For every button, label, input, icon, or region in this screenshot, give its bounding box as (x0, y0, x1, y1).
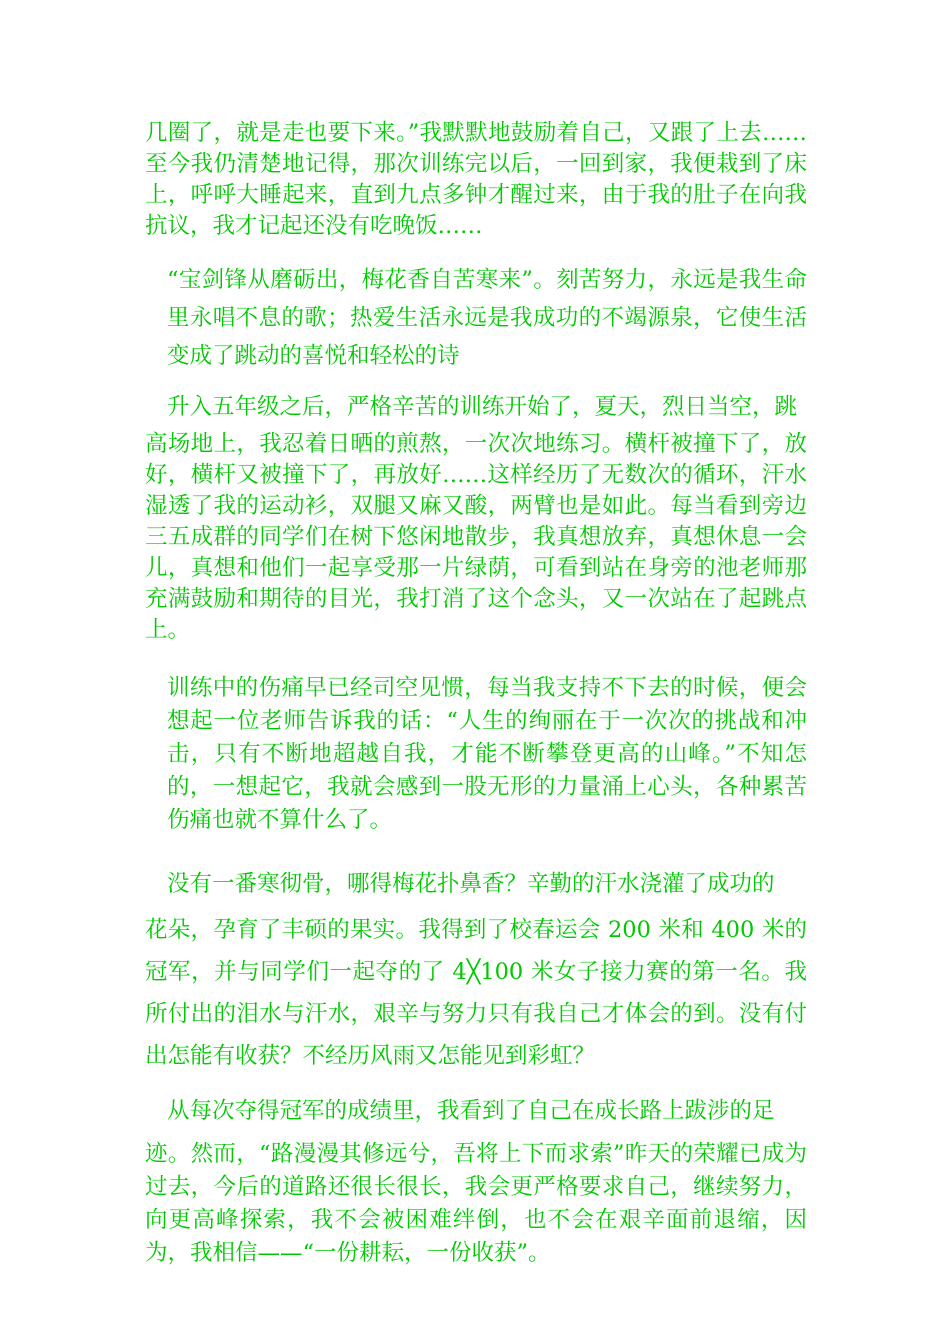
paragraph-3-body: 高场地上，我忍着日晒的煎熬，一次次地练习。横杆被撞下了，放好，横杆又被撞下了，再放好……这样经历了无数次的循环，汗水湿透了我的运动衫，双腿又麻又酸，两臂也是如此。每当看到旁边三五成群的同学们在树下悠闲地散步，我真想放弃，真想休息一会儿，真想和他们一起享受那一片绿荫，可看到站在身旁的池老师那充满鼓励和期待的目光，我打消了这个念头，又一次站在了起跳点上。 (145, 431, 807, 643)
paragraph-5-first-line: 没有一番寒彻骨，哪得梅花扑鼻香？辛勤的汗水浇灌了成功的 (167, 871, 775, 897)
paragraph-1: 几圈了，就是走也要下来。”我默默地鼓励着自己，又跟了上去……至今我仍清楚地记得，那次训练完以后，一回到家，我便栽到了床上，呼呼大睡起来，直到九点多钟才醒过来，由于我的肚子在向我抗议，我才记起还没有吃晚饭…… (145, 120, 807, 239)
essay-body (145, 118, 807, 1270)
paragraph-4: 训练中的伤痛早已经司空见惯，每当我支持不下去的时候，便会想起一位老师告诉我的话：“人生的绚丽在于一次次的挑战和冲击，只有不断地超越自我，才能不断攀登更高的山峰。”不知怎的，一想起它，我就会感到一股无形的力量涌上心头，各种累苦伤痛也就不算什么了。 (167, 675, 807, 833)
paragraph-3 (145, 392, 807, 646)
paragraph-5-body: 花朵，孕育了丰硕的果实。我得到了校春运会 200 米和 400 米的冠军，并与同学们一起夺的了 4╳100 米女子接力赛的第一名。我所付出的泪水与汗水，艰辛与努力只有我自己才体会的到。没有付出怎能有收获？不经历风雨又怎能见到彩虹？ (145, 917, 807, 1069)
paragraph-3-first-line: 升入五年级之后，严格辛苦的训练开始了，夏天，烈日当空，跳 (167, 394, 798, 420)
paragraph-5 (145, 863, 807, 1077)
paragraph-2: “宝剑锋从磨砺出，梅花香自苦寒来”。刻苦努力，永远是我生命里永唱不息的歌；热爱生活永远是我成功的不竭源泉，它使生活变成了跳动的喜悦和轻松的诗 (167, 267, 807, 369)
paragraph-6 (145, 1095, 807, 1270)
paragraph-6-body: 迹。然而，“路漫漫其修远兮，吾将上下而求索”昨天的荣耀已成为过去，今后的道路还很长很长，我会更严格要求自己，继续努力，向更高峰探索，我不会被困难绊倒，也不会在艰辛面前退缩，因为，我相信——“一份耕耘，一份收获”。 (145, 1141, 807, 1266)
paragraph-6-first-line: 从每次夺得冠军的成绩里，我看到了自己在成长路上跋涉的足 (167, 1098, 775, 1124)
